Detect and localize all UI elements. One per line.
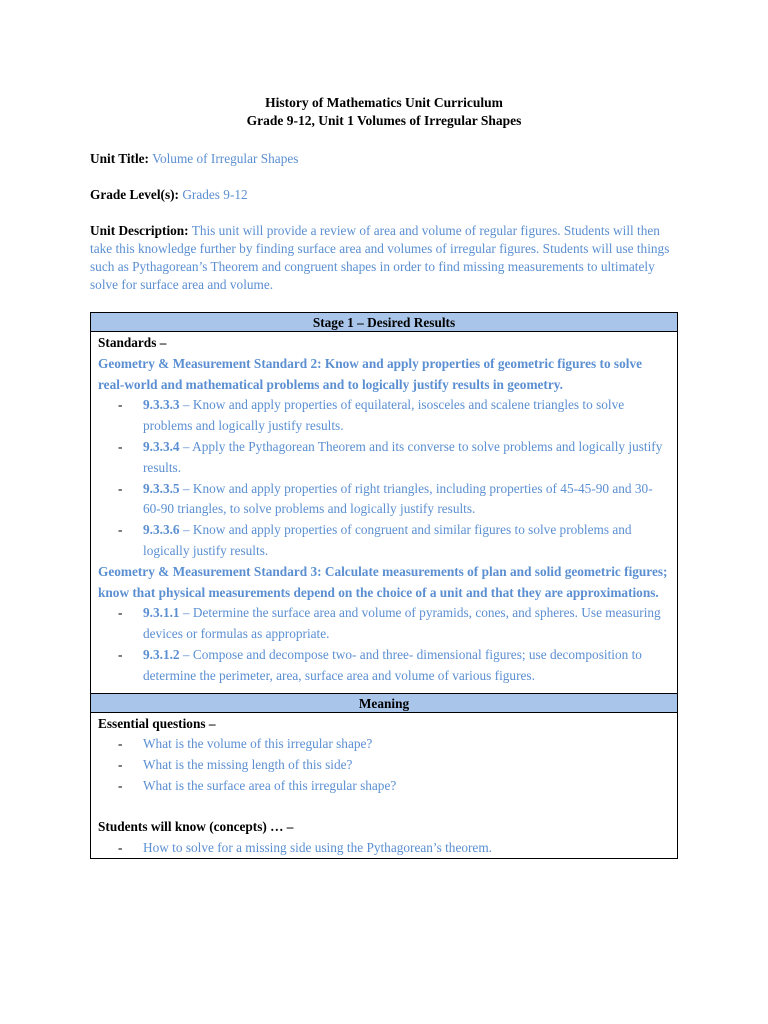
unit-title-label: Unit Title: — [90, 151, 149, 166]
question-text: What is the surface area of this irregular shape? — [143, 777, 397, 793]
document-title-line-2: Grade 9-12, Unit 1 Volumes of Irregular Shapes — [246, 113, 522, 128]
standard-3-title: Geometry & Measurement Standard 3: Calculate measurements of plan and solid geometric figures; know that physical measurements depend on the choice of a unit and that they are approximations. — [98, 563, 668, 600]
unit-title-row — [90, 150, 678, 168]
question-text: What is the volume of this irregular shape? — [143, 736, 373, 752]
dash-marker: - — [118, 839, 123, 855]
essential-questions-list — [98, 734, 670, 796]
spacer — [98, 797, 670, 817]
standard-code: 9.3.3.4 — [143, 438, 180, 454]
list-item — [98, 776, 670, 797]
students-will-know-label: Students will know (concepts) … – — [98, 818, 294, 834]
list-item — [98, 645, 670, 687]
standard-code: 9.3.1.1 — [143, 605, 180, 621]
dash-marker: - — [118, 757, 123, 773]
dash-marker: - — [118, 480, 123, 496]
standard-text: – Know and apply properties of equilateral, isosceles and scalene triangles to solve problems and logically justify results. — [143, 397, 625, 434]
list-item — [98, 437, 670, 479]
list-item — [98, 520, 670, 562]
curriculum-table — [90, 312, 678, 859]
standard-code: 9.3.3.6 — [143, 522, 180, 538]
standard-code: 9.3.3.3 — [143, 397, 180, 413]
document-title-line-1: History of Mathematics Unit Curriculum — [265, 95, 503, 110]
standard-3-list — [98, 603, 670, 686]
dash-marker: - — [118, 522, 123, 538]
grade-level-row — [90, 186, 678, 204]
dash-marker: - — [118, 736, 123, 752]
dash-marker: - — [118, 777, 123, 793]
meaning-header: Meaning — [91, 693, 678, 712]
stage1-body — [91, 332, 678, 694]
standard-code: 9.3.3.5 — [143, 480, 180, 496]
list-item — [98, 755, 670, 776]
list-item — [98, 838, 670, 859]
unit-description-value: This unit will provide a review of area and volume of regular figures. Students will then take this knowledge further by finding surface area and volumes of irregular figures. Students will use things such as Pythagorean’s Theorem and congruent shapes in order to find missing measurements to ultimately solve for surface area and volume. — [90, 223, 670, 292]
standard-text: – Apply the Pythagorean Theorem and its converse to solve problems and logically justify results. — [143, 438, 663, 475]
list-item — [98, 734, 670, 755]
dash-marker: - — [118, 397, 123, 413]
standard-2-title: Geometry & Measurement Standard 2: Know and apply properties of geometric figures to solve real-world and mathematical problems and to logically justify results in geometry. — [98, 355, 642, 392]
dash-marker: - — [118, 605, 123, 621]
standard-text: – Know and apply properties of congruent and similar figures to solve problems and logically justify results. — [143, 522, 632, 558]
dash-marker: - — [118, 438, 123, 454]
unit-title-value: Volume of Irregular Shapes — [152, 151, 299, 166]
standard-code: 9.3.1.2 — [143, 646, 180, 662]
list-item — [98, 395, 670, 437]
standard-text: – Know and apply properties of right triangles, including properties of 45-45-90 and 30-60-90 triangles, to solve problems and logically justify results. — [143, 480, 653, 517]
standards-label: Standards – — [98, 335, 167, 350]
grade-level-value: Grades 9-12 — [182, 187, 248, 202]
standard-2-list — [98, 395, 670, 561]
list-item — [98, 479, 670, 521]
standard-text: – Compose and decompose two- and three- dimensional figures; use decomposition to determine the perimeter, area, surface area and volume of various figures. — [143, 646, 642, 683]
students-will-know-list — [98, 838, 670, 859]
stage1-header: Stage 1 – Desired Results — [91, 313, 678, 332]
grade-level-label: Grade Level(s): — [90, 187, 179, 202]
list-item — [98, 603, 670, 645]
essential-questions-label: Essential questions – — [98, 715, 216, 731]
unit-description-label: Unit Description: — [90, 223, 189, 238]
question-text: What is the missing length of this side? — [143, 757, 353, 773]
dash-marker: - — [118, 646, 123, 662]
unit-description-row — [90, 222, 678, 294]
concept-text: How to solve for a missing side using the Pythagorean’s theorem. — [143, 839, 492, 855]
meaning-body — [91, 712, 678, 859]
standard-text: – Determine the surface area and volume of pyramids, cones, and spheres. Use measuring devices or formulas as appropriate. — [143, 605, 661, 642]
